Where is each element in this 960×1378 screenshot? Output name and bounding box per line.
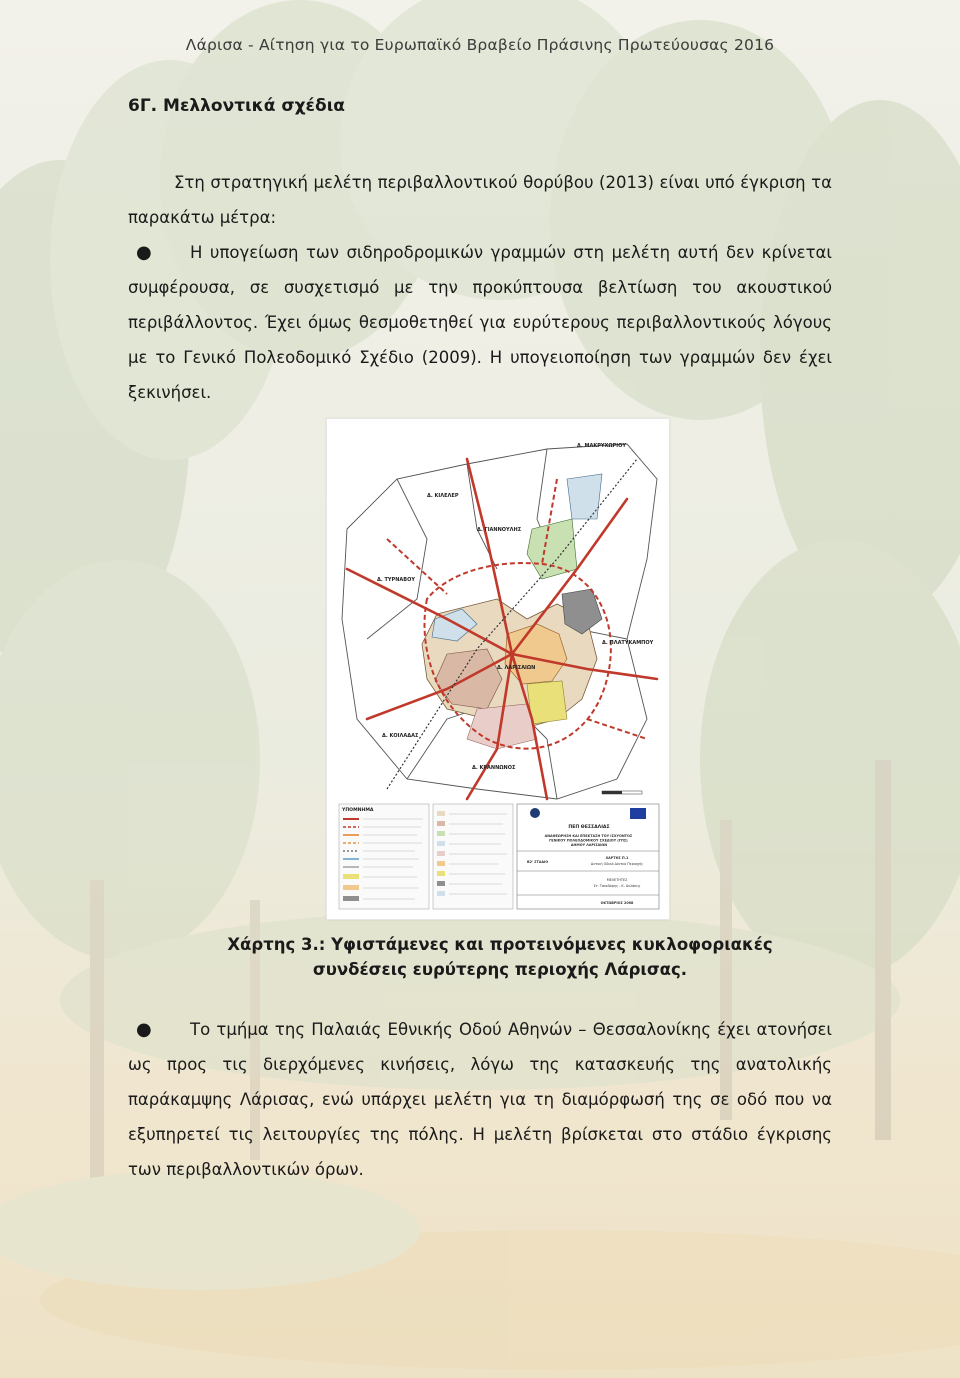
- study-date: ΟΚΤΩΒΡΙΟΣ 2008: [600, 901, 634, 905]
- page-header: Λάρισα - Αίτηση για το Ευρωπαϊκό Βραβείο Πράσινης Πρωτεύουσας 2016: [185, 36, 775, 54]
- study-stage: Β2' ΣΤΑΔΙΟ: [527, 860, 549, 864]
- bullet-text: Το τμήμα της Παλαιάς Εθνικής Οδού Αθηνών – Θεσσαλονίκης έχει ατονήσει ως προς τις διερχόμενες κινήσεις, λόγω της κατασκευής της ανατολικής παράκαμψης Λάρισας, ενώ υπάρχει μελέτη για τη διαμόρφωσή της σε οδό που να εξυπηρετεί τις λειτουργίες της πόλης. Η μελέτη βρίσκεται στο στάδιο έγκρισης των περιβαλλοντικών όρων.: [128, 1020, 832, 1179]
- bullet-dot-icon: ●: [136, 1019, 152, 1040]
- map-label-kileler: Δ. ΚΙΛΕΛΕΡ: [427, 493, 459, 499]
- list-item: [128, 235, 832, 410]
- project-title: ΑΝΑΘΕΩΡΗΣΗ ΚΑΙ ΕΠΕΚΤΑΣΗ ΤΟΥ ΙΣΧΥΟΝΤΟΣ ΓΕΝΙΚΟΥ ΠΟΛΕΟΔΟΜΙΚΟΥ ΣΧΕΔΙΟΥ (ΓΠΣ) ΔΗΜΟΥ ΛΑΡΙΣΑΙΩΝ: [544, 834, 633, 847]
- map-number: ΧΑΡΤΗΣ Π.1: [605, 856, 629, 860]
- bullet-text: Η υπογείωση των σιδηροδρομικών γραμμών στη μελέτη αυτή δεν κρίνεται συμφέρουσα, σε συσχετισμό με την προκύπτουσα βελτίωση του ακουστικού περιβάλλοντος. Έχει όμως θεσμοθετηθεί για ευρύτερους περιβαλλοντικούς λόγους με το Γενικό Πολεοδομικό Σχέδιο (2009). Η υπογειοποίηση των γραμμών δεν έχει ξεκινήσει.: [128, 243, 832, 402]
- study-label: ΜΕΛΕΤΗΤΕΣ: [606, 878, 628, 882]
- map-label-tyrnavos: Δ. ΤΥΡΝΑΒΟΥ: [377, 577, 415, 583]
- intro-text: Στη στρατηγική μελέτη περιβαλλοντικού θορύβου (2013) είναι υπό έγκριση τα παρακάτω μέτρα:: [128, 173, 832, 227]
- study-authors: Στ. Τσιαδάρης - Κ. Αυλάκης: [593, 884, 641, 888]
- scale-bar: [602, 791, 642, 794]
- list-item: [128, 1012, 832, 1187]
- map-label-koilada: Δ. ΚΟΙΛΑΔΑΣ: [382, 733, 419, 739]
- map-label-larisa: Δ. ΛΑΡΙΣΑΙΩΝ: [497, 665, 536, 671]
- road-network-map: [326, 418, 670, 920]
- map-label-giannouli: Δ. ΓΙΑΝΝΟΥΛΗΣ: [477, 527, 522, 533]
- map-caption: [150, 932, 850, 982]
- bullet-dot-icon: ●: [136, 242, 152, 263]
- project-region: ΠΕΠ ΘΕΣΣΑΛΙΑΣ: [568, 825, 610, 830]
- map-label-platykampos: Δ. ΠΛΑΤΥΚΑΜΠΟΥ: [602, 640, 654, 646]
- caption-line-2: συνδέσεις ευρύτερης περιοχής Λάρισας.: [312, 960, 688, 979]
- map-legend: [339, 804, 513, 909]
- map-image: [327, 419, 669, 919]
- map-name: Δυτική Οδικό Δίκτυο Περιοχής: [590, 862, 644, 866]
- emblem-icon: [530, 808, 540, 818]
- highway-paragraph: [128, 1012, 832, 1187]
- caption-line-1: Χάρτης 3.: Υφιστάμενες και προτεινόμενες κυκλοφοριακές: [227, 935, 773, 954]
- legend-title: ΥΠΟΜΝΗΜΑ: [342, 808, 374, 813]
- section-title: 6Γ. Μελλοντικά σχέδια: [128, 96, 345, 116]
- map-title-block: [517, 804, 659, 909]
- map-label-krannonos: Δ. ΚΡΑΝΝΩΝΟΣ: [472, 765, 516, 771]
- eu-flag-icon: [630, 808, 646, 819]
- map-label-makrychori: Δ. ΜΑΚΡΥΧΩΡΙΟΥ: [577, 443, 627, 449]
- measures-paragraph: [128, 165, 832, 410]
